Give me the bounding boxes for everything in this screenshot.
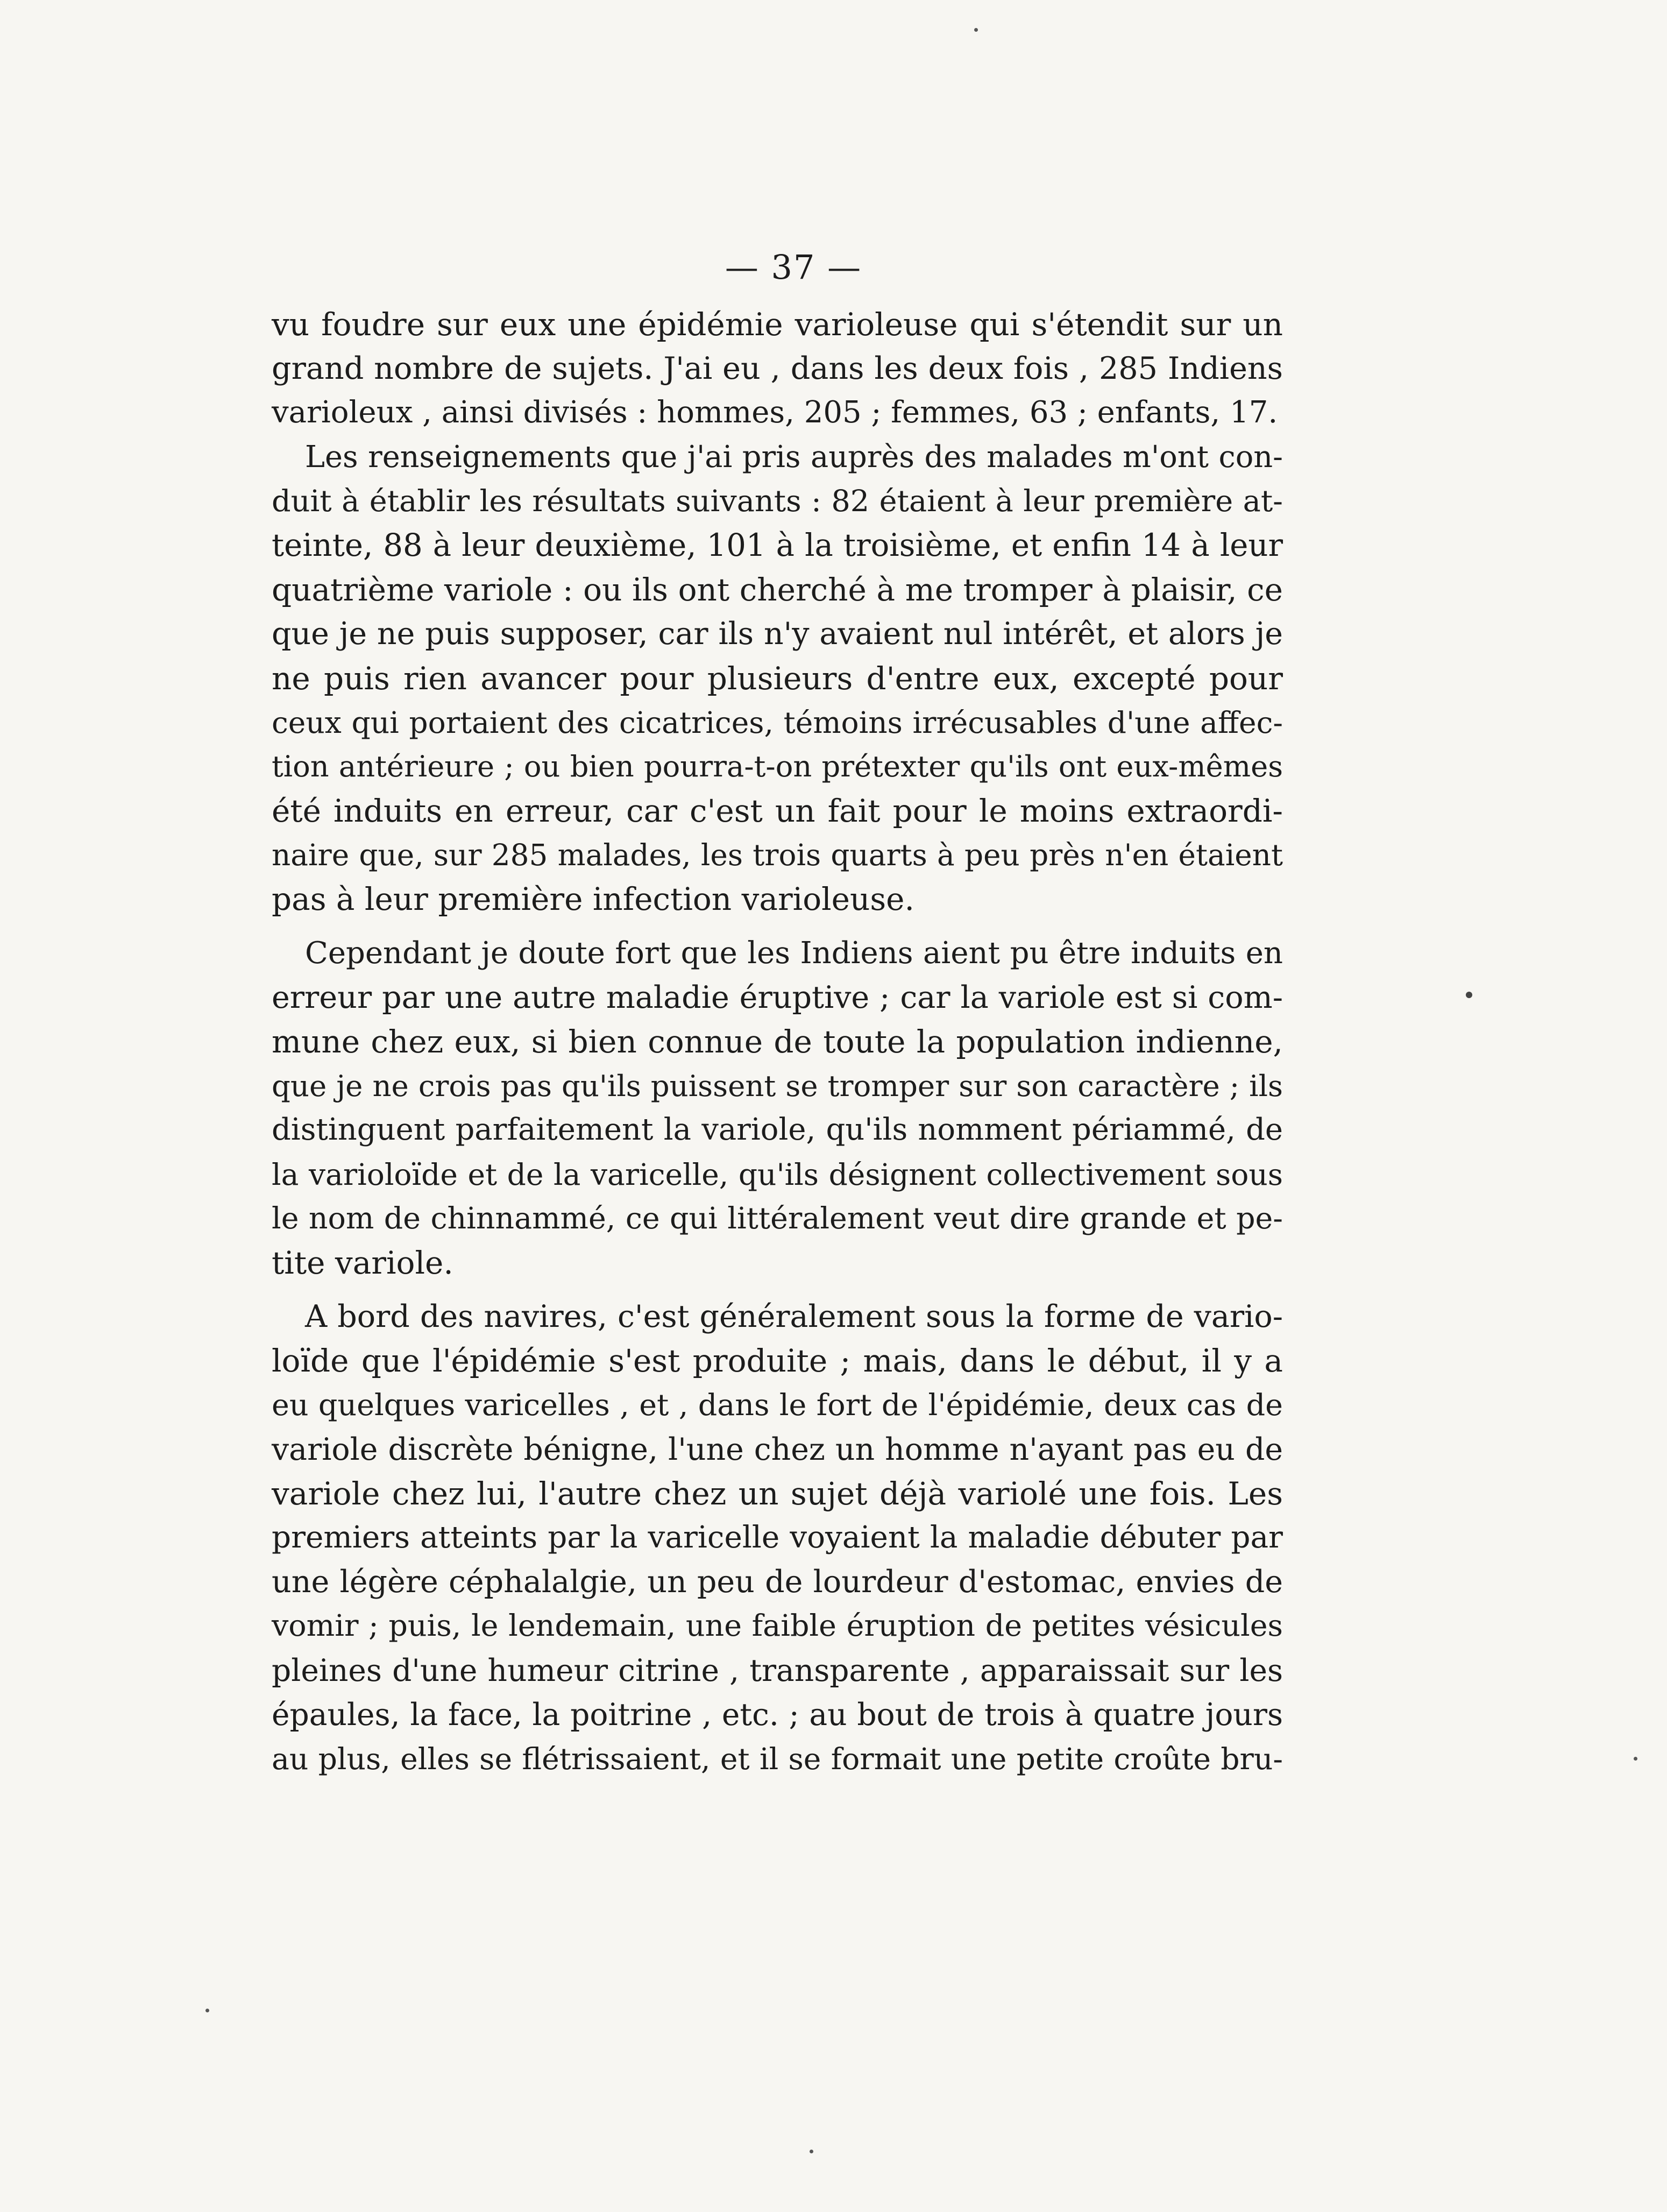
- text-line: épaules, la face, la poitrine , etc. ; au bout de trois à quatre jours: [272, 1697, 1283, 1733]
- body-text: [272, 302, 1283, 1781]
- text-line: varioleux , ainsi divisés : hommes, 205 ; femmes, 63 ; enfants, 17.: [272, 395, 1278, 430]
- text-line: eu quelques varicelles , et , dans le fort de l'épidémie, deux cas de: [272, 1388, 1283, 1423]
- text-line: que je ne puis supposer, car ils n'y avaient nul intérêt, et alors je: [272, 616, 1283, 652]
- text-line: Les renseignements que j'ai pris auprès des malades m'ont con-: [305, 439, 1283, 475]
- paper-speck: [974, 28, 978, 32]
- text-line: ceux qui portaient des cicatrices, témoins irrécusables d'une affec-: [272, 705, 1283, 740]
- text-line: erreur par une autre maladie éruptive ; car la variole est si com-: [272, 979, 1283, 1015]
- text-line: une légère céphalalgie, un peu de lourdeur d'estomac, envies de: [272, 1564, 1283, 1600]
- page-number: — 37 —: [725, 248, 862, 287]
- text-line: distinguent parfaitement la variole, qu'ils nomment périammé, de: [272, 1112, 1283, 1148]
- text-line: vu foudre sur eux une épidémie varioleuse qui s'étendit sur un: [272, 306, 1283, 343]
- text-line: variole chez lui, l'autre chez un sujet déjà variolé une fois. Les: [272, 1475, 1283, 1512]
- text-line: Cependant je doute fort que les Indiens aient pu être induits en: [305, 935, 1283, 971]
- text-line: loïde que l'épidémie s'est produite ; mais, dans le début, il y a: [272, 1342, 1283, 1380]
- text-line: duit à établir les résultats suivants : 82 étaient à leur première at-: [272, 483, 1283, 519]
- text-line: grand nombre de sujets. J'ai eu , dans les deux fois , 285 Indiens: [272, 351, 1283, 387]
- text-line: premiers atteints par la varicelle voyaient la maladie débuter par: [272, 1520, 1283, 1556]
- text-line: que je ne crois pas qu'ils puissent se tromper sur son caractère ; ils: [272, 1069, 1283, 1104]
- text-line: tite variole.: [272, 1244, 453, 1281]
- text-line: pas à leur première infection varioleuse.: [272, 881, 914, 918]
- text-line: quatrième variole : ou ils ont cherché à me tromper à plaisir, ce: [272, 571, 1283, 609]
- text-line: la varioloïde et de la varicelle, qu'ils désignent collectivement sous: [272, 1157, 1283, 1192]
- paper-speck: [205, 2009, 209, 2012]
- text-line: vomir ; puis, le lendemain, une faible éruption de petites vésicules: [272, 1609, 1283, 1644]
- text-line: variole discrète bénigne, l'une chez un homme n'ayant pas eu de: [272, 1431, 1283, 1467]
- text-line: ne puis rien avancer pour plusieurs d'entre eux, excepté pour: [272, 660, 1283, 697]
- paper-speck: [1466, 992, 1472, 998]
- text-line: pleines d'une humeur citrine , transparente , apparaissait sur les: [272, 1652, 1283, 1688]
- paper-speck: [1634, 1757, 1637, 1761]
- text-line: le nom de chinnammé, ce qui littéralement veut dire grande et pe-: [272, 1201, 1283, 1236]
- text-line: au plus, elles se flétrissaient, et il se formait une petite croûte bru-: [272, 1742, 1283, 1776]
- text-line: naire que, sur 285 malades, les trois quarts à peu près n'en étaient: [272, 838, 1283, 873]
- text-line: tion antérieure ; ou bien pourra-t-on prétexter qu'ils ont eux-mêmes: [272, 749, 1283, 783]
- text-line: teinte, 88 à leur deuxième, 101 à la troisième, et enfin 14 à leur: [272, 527, 1283, 563]
- text-line: A bord des navires, c'est généralement sous la forme de vario-: [305, 1299, 1283, 1335]
- text-line: été induits en erreur, car c'est un fait pour le moins extraordi-: [272, 793, 1283, 830]
- paper-speck: [810, 2150, 813, 2153]
- text-line: mune chez eux, si bien connue de toute la population indienne,: [272, 1023, 1283, 1060]
